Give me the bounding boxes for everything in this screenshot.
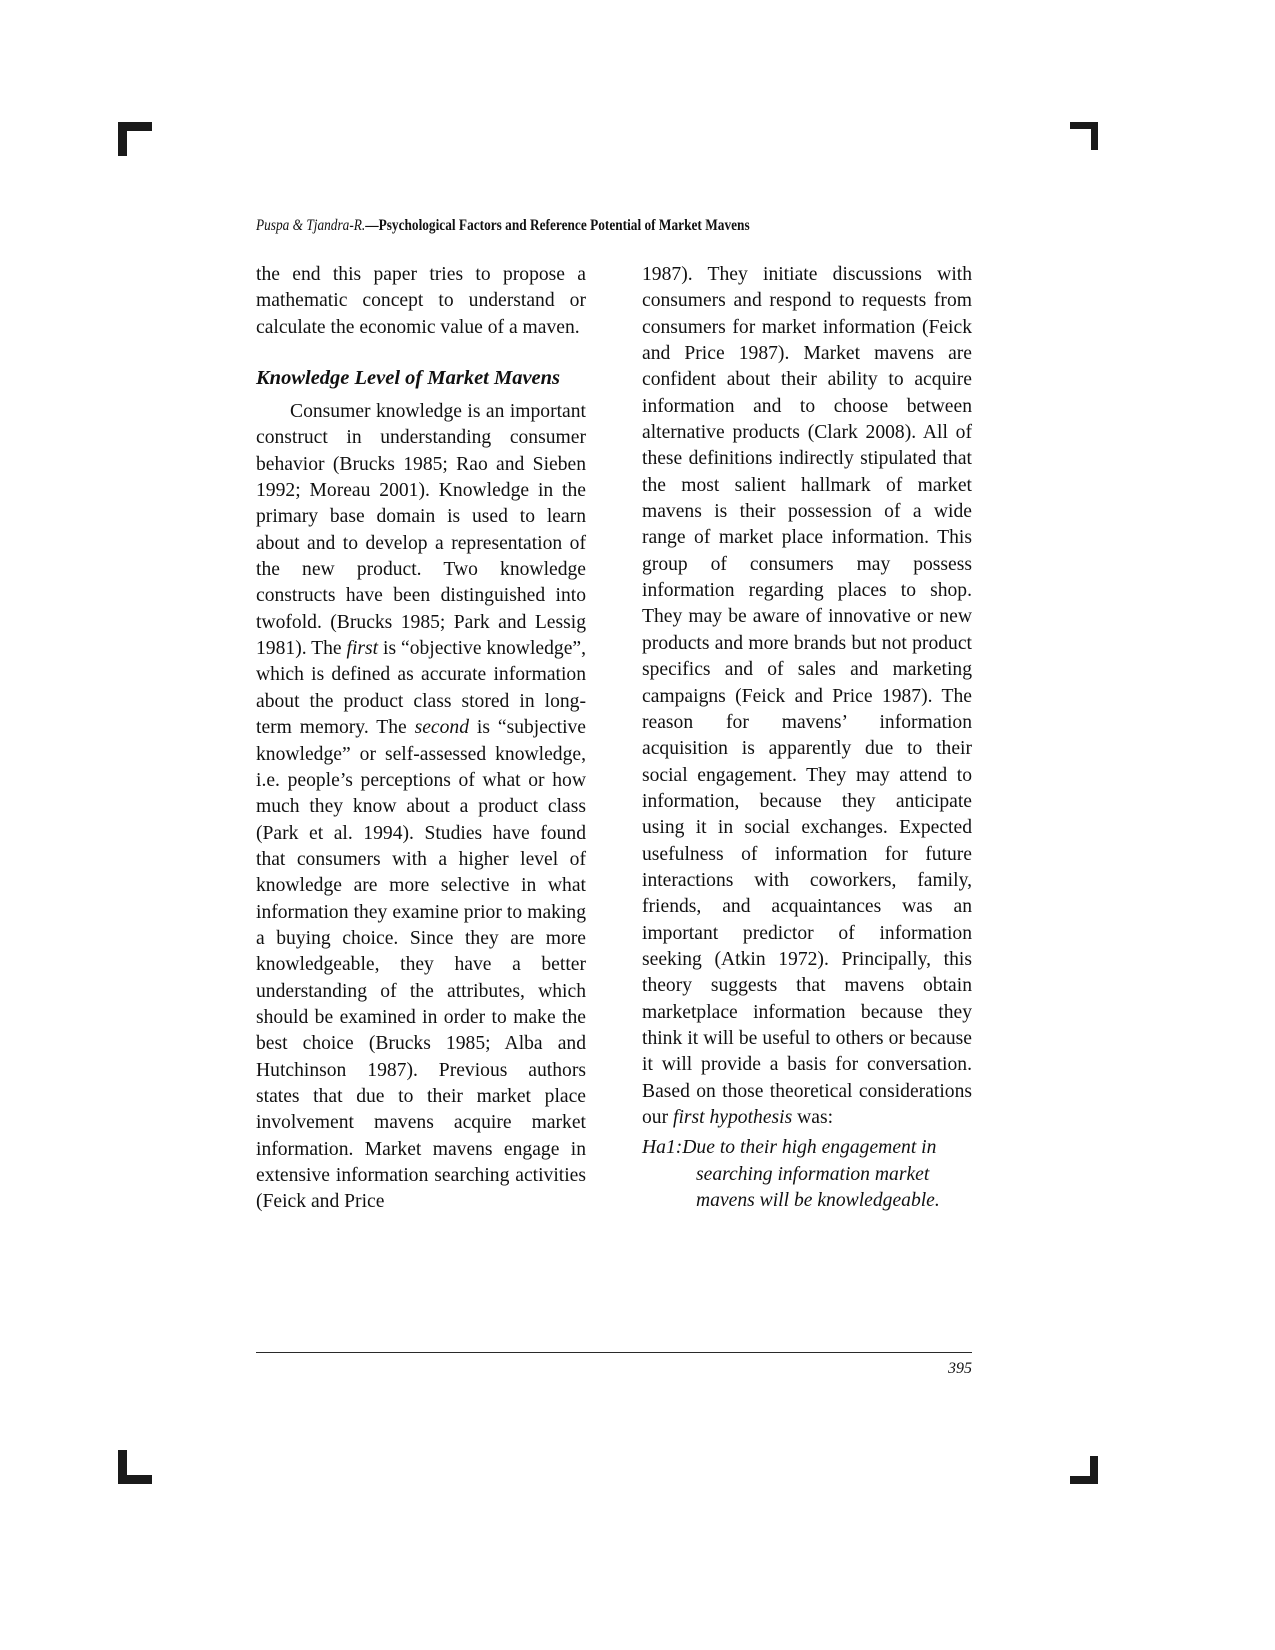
crop-mark-top-left-icon	[118, 122, 152, 156]
crop-mark-bottom-left-icon	[118, 1450, 152, 1484]
paragraph-consumer-knowledge	[256, 399, 586, 1216]
crop-mark-top-right-icon	[1064, 122, 1098, 156]
column-right	[642, 262, 972, 1214]
running-header-separator: —	[365, 217, 379, 234]
footer-divider	[256, 1352, 972, 1353]
paragraph-continued-from-previous-page: the end this paper tries to propose a mathematic concept to understand or calculate the economic value of a maven.	[256, 264, 586, 338]
hypothesis-line-1: Due to their high engagement in	[682, 1137, 937, 1159]
paragraph-mavens-information	[642, 262, 972, 1131]
paragraph-text-part-a: Consumer knowledge is an important construct in understanding consumer behavior (Brucks 1985; Rao and Sieben 1992; Moreau 2001). Knowledge in the primary base domain is used to learn about and to develop a representation of the new product. Two knowledge constructs have been distinguished into twofold. (Brucks 1985; Park and Lessig 1981). The	[256, 401, 586, 660]
emphasis-first-hypothesis: first hypothesis	[673, 1107, 793, 1128]
paragraph-text-part-c: is “subjective knowledge” or self-assessed knowledge, i.e. people’s perceptions of what or how much they know about a product class (Park et al. 1994). Studies have found that consumers with a higher level of knowledge are more selective in what information they examine prior to making a buying choice. Since they are more knowledgeable, they have a better understanding of the attributes, which should be examined in order to make the best choice (Brucks 1985; Alba and Hutchinson 1987). Previous authors states that due to their market place involvement mavens acquire market information. Market mavens engage in extensive information searching activities (Feick and Price	[256, 717, 587, 1213]
hypothesis-block-ha1	[642, 1135, 972, 1214]
paragraph-text-part-a: 1987). They initiate discussions with consumers and respond to requests from consumers for market information (Feick and Price 1987). Market mavens are confident about their ability to acquire information and to choose between alternative products (Clark 2008). All of these definitions indirectly stipulated that the most salient hallmark of market mavens is their possession of a wide range of market place information. This group of consumers may possess information regarding places to shop. They may be aware of innovative or new products and more brands but not product specifics and of sales and marketing campaigns (Feick and Price 1987). The reason for mavens’ information acquisition is apparently due to their social engagement. They may attend to information, because they anticipate using it in social exchanges. Expected usefulness of information for future interactions with coworkers, family, friends, and acquaintances was an important predictor of information seeking (Atkin 1972). Principally, this theory suggests that mavens obtain marketplace information because they think it will be useful to others or because it will provide a basis for conversation. Based on those theoretical considerations our	[642, 264, 972, 1128]
column-left	[256, 262, 586, 1216]
running-header-authors: Puspa & Tjandra-R.	[256, 217, 366, 234]
running-header	[256, 216, 872, 236]
running-header-title: Psychological Factors and Reference Potential of Market Mavens	[378, 217, 750, 234]
paragraph-text-part-b: was:	[792, 1107, 834, 1128]
paragraph-text-part-b: is “objective knowledge”, which is defined as accurate information about the product class stored in long-term memory. The	[256, 638, 586, 739]
hypothesis-line-3: mavens will be knowledgeable.	[696, 1190, 940, 1212]
emphasis-second: second	[414, 717, 470, 739]
crop-mark-bottom-right-icon	[1064, 1450, 1098, 1484]
page-number: 395	[948, 1360, 972, 1377]
section-heading-knowledge-level: Knowledge Level of Market Mavens	[256, 367, 561, 390]
hypothesis-label: Ha1:	[642, 1137, 683, 1159]
hypothesis-line-2: searching information market	[696, 1163, 930, 1185]
hypothesis-first-line	[642, 1135, 972, 1161]
emphasis-first: first	[346, 638, 379, 660]
